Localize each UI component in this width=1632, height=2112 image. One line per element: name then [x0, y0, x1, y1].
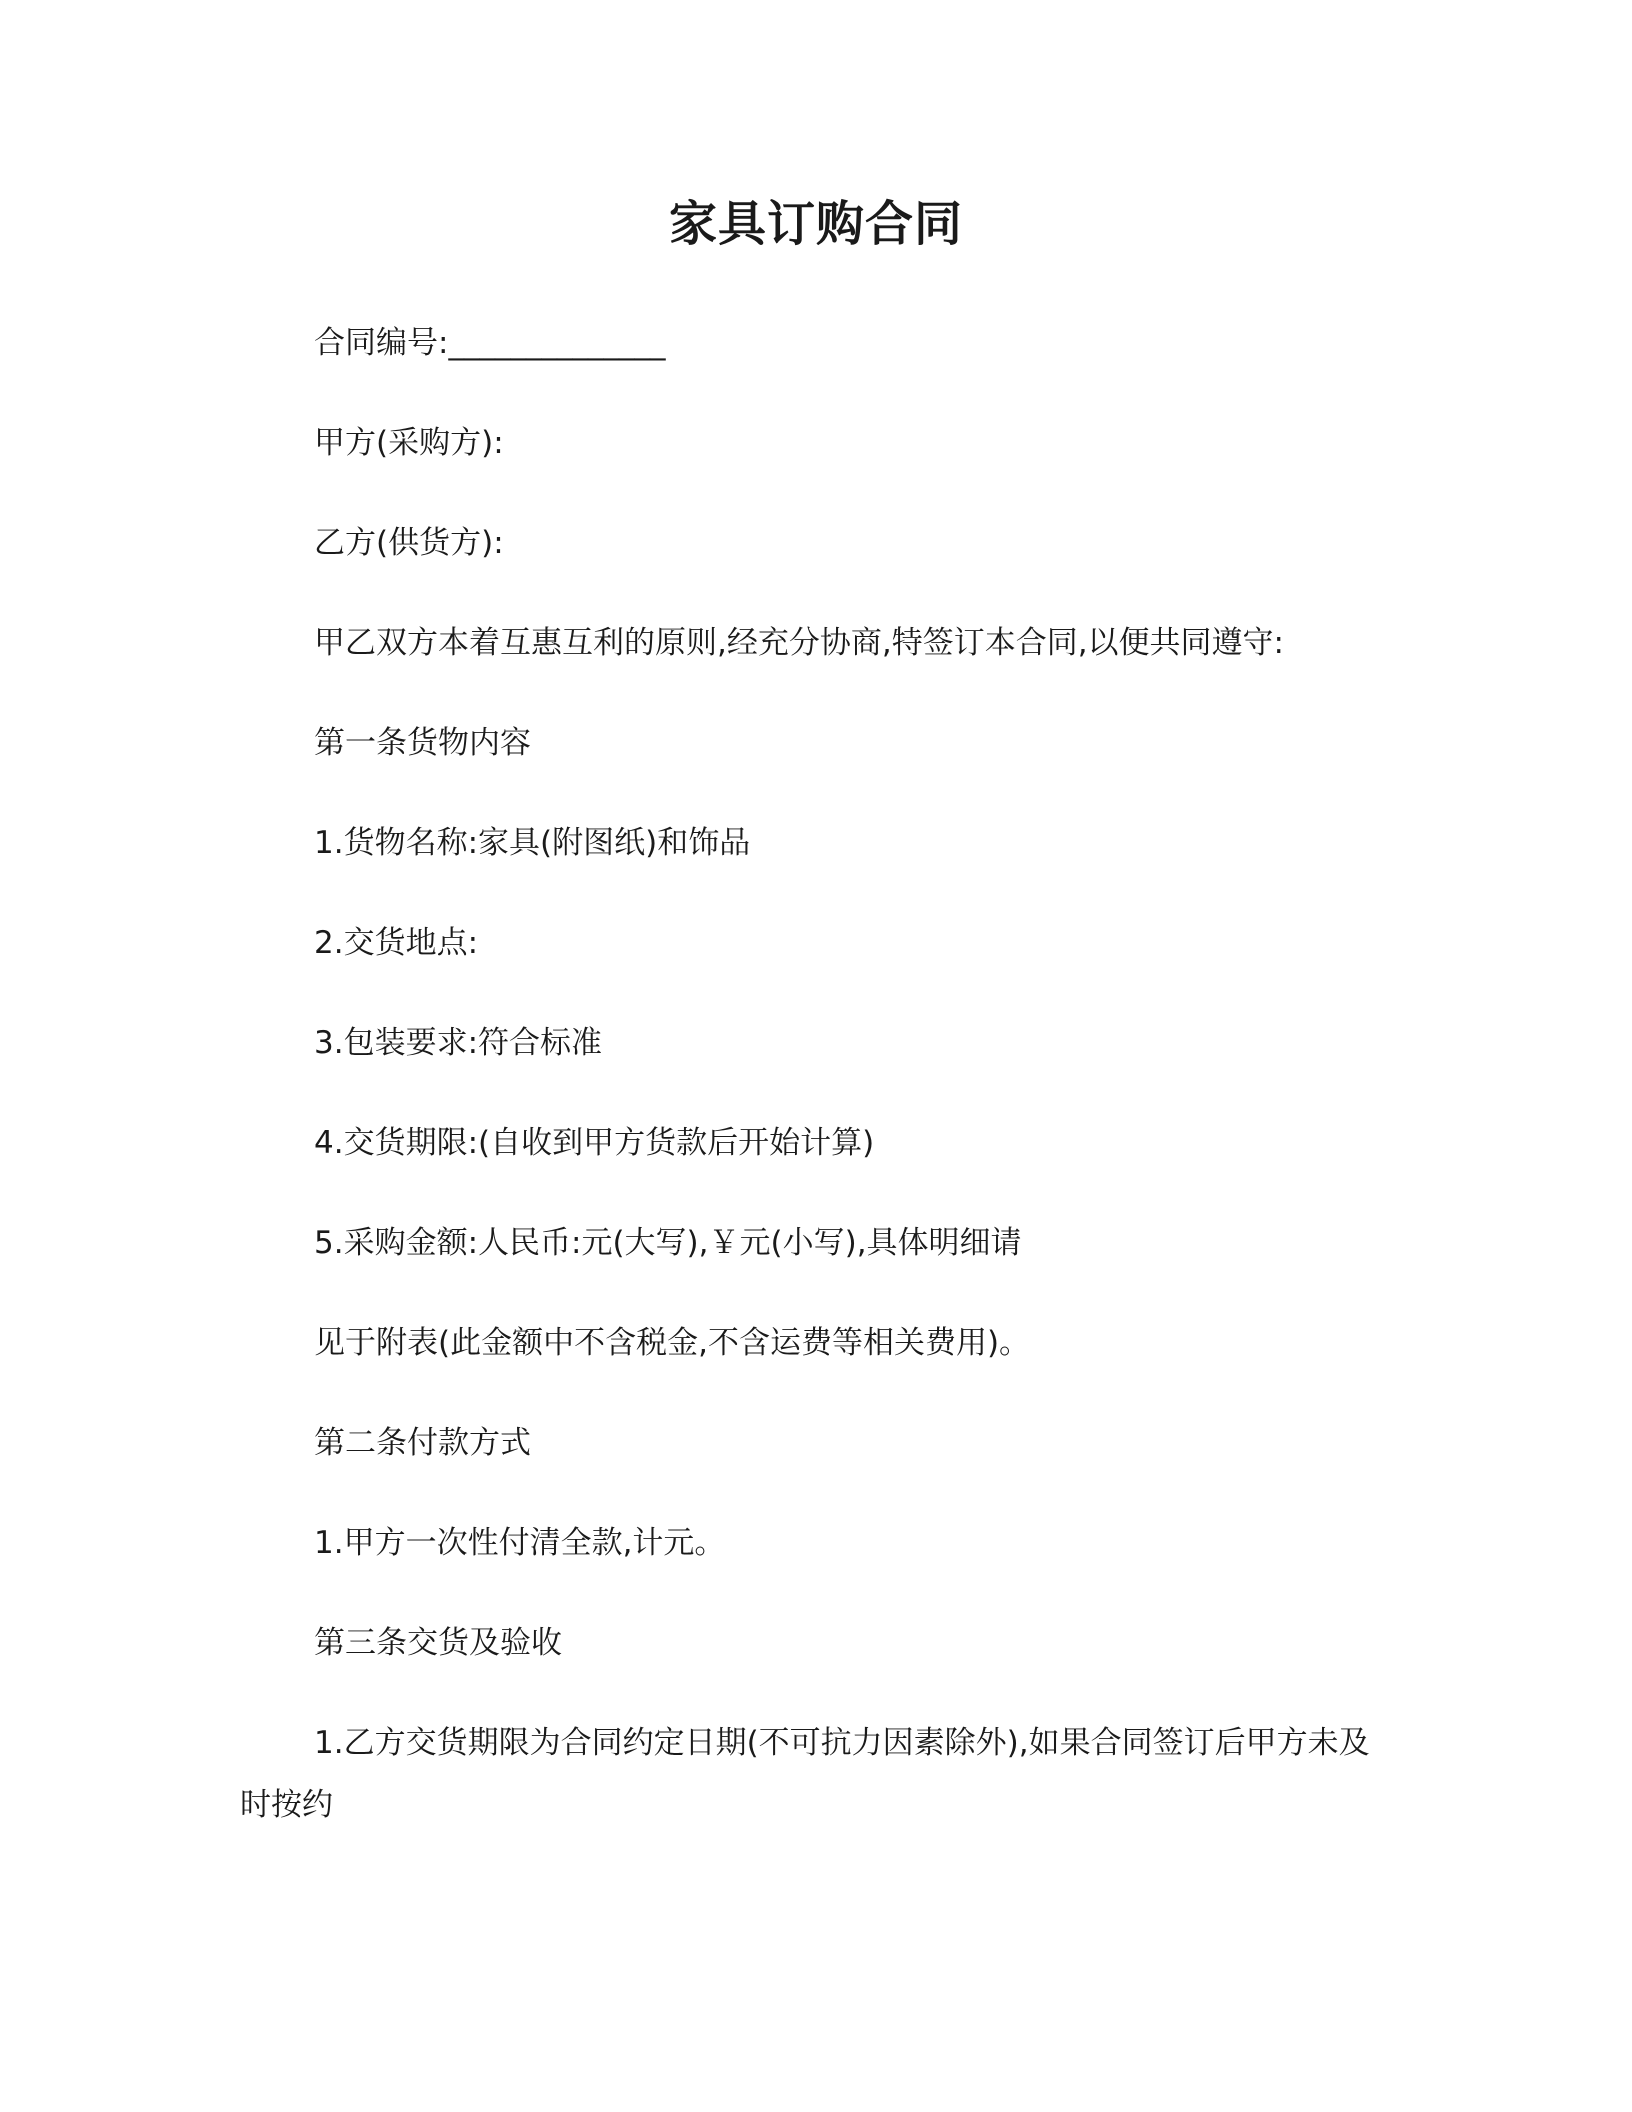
article2-heading: 第二条付款方式: [314, 1425, 531, 1461]
document-title: 家具订购合同: [668, 196, 963, 252]
article1-item4: 4.交货期限:(自收到甲方货款后开始计算): [314, 1125, 875, 1161]
article1-item5-line1: 5.采购金额:人民币:元(大写),￥元(小写),具体明细请: [314, 1225, 1022, 1261]
article1-heading: 第一条货物内容: [314, 725, 531, 761]
article1-item2: 2.交货地点:: [314, 925, 479, 961]
article1-item3: 3.包装要求:符合标准: [314, 1025, 603, 1061]
article1-item1: 1.货物名称:家具(附图纸)和饰品: [314, 825, 751, 861]
article1-item5-line2: 见于附表(此金额中不含税金,不含运费等相关费用)。: [314, 1325, 1031, 1361]
party-a: 甲方(采购方):: [314, 425, 504, 461]
preamble: 甲乙双方本着互惠互利的原则,经充分协商,特签订本合同,以便共同遵守:: [314, 625, 1285, 661]
article3-heading: 第三条交货及验收: [314, 1625, 562, 1661]
article2-item1: 1.甲方一次性付清全款,计元。: [314, 1525, 726, 1561]
contract-number: 合同编号:______________: [314, 325, 666, 361]
article3-item1: 1.乙方交货期限为合同约定日期(不可抗力因素除外),如果合同签订后甲方未及时按约: [240, 1725, 1370, 1823]
party-b: 乙方(供货方):: [314, 525, 504, 561]
